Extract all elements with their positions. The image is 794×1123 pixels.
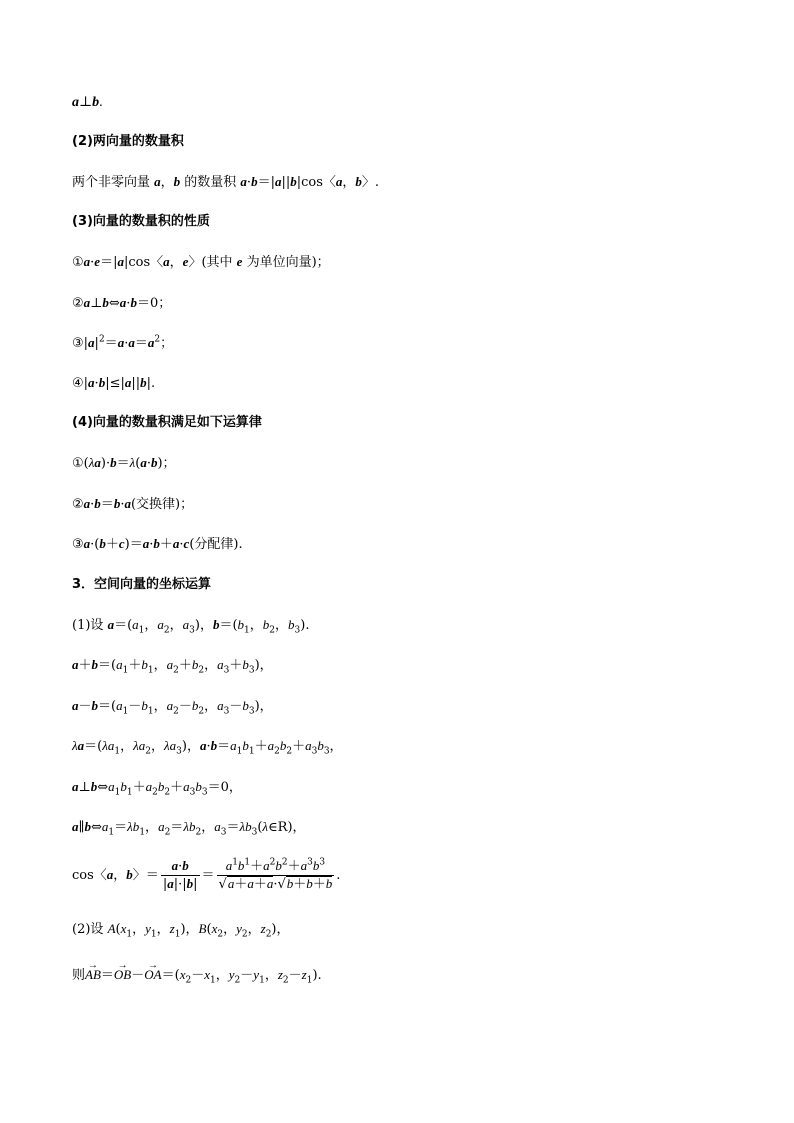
list-item: ②a⊥b⇔a·b＝0； — [72, 295, 172, 311]
list-item: ②a·b＝b·a(交换律)； — [72, 496, 194, 512]
text-line: $\lambda a=(\lambda a_1$，$\lambda a_2$，$\lambda a_3$)，$a\cdot b=a_1b_1+a_2b_2+a_3b_3$， — [72, 738, 343, 757]
list-item: ④|a·b|≤|a||b|. — [72, 375, 156, 391]
list-item: ①a·e＝|a|cos〈a，e〉(其中 e 为单位向量)； — [72, 254, 330, 270]
section-heading: (4)向量的数量积满足如下运算律 — [72, 415, 262, 430]
list-item: ③a·(b＋c)＝a·b＋a·c(分配律). — [72, 536, 243, 552]
section-heading: (2)两向量的数量积 — [72, 134, 184, 149]
section-heading: (3)向量的数量积的性质 — [72, 214, 210, 229]
text-line: (2)设 $A(x_1$，$y_1$，$z_1$)，$B(x_2$，$y_2$，$z_2$)， — [72, 921, 290, 940]
section-heading: 3．空间向量的坐标运算 — [72, 577, 212, 592]
text-line: $a\parallel b\Leftrightarrow a_1=\lambda b_1$，$a_2=\lambda b_2$，$a_3=\lambda b_3(\lambda\in R)$， — [72, 819, 306, 838]
cosine-formula: cos〈a，b〉＝ $\frac{a\cdot b}{|a|\cdot|b|}$ ＝ $\frac{a^1b^1+a^2b^2+a^3b^3}{√a+a+a\cdot√b+b+b}$ . — [72, 857, 341, 892]
text-line: 则→ $AB=\to OB-\to OA=(x_2-x_1$，$y_2-y_1$，$z_2-z_1$). — [72, 966, 322, 985]
text-line: (1)设 $a=(a_1$，$a_2$，$a_3$)，$b=(b_1$，$b_2$，$b_3$). — [72, 617, 310, 636]
text-line: a⊥b. — [72, 95, 103, 110]
text-line: $a-b=(a_1-b_1$，$a_2-b_2$，$a_3-b_3$)， — [72, 698, 273, 717]
text-line: $a+b=(a_1+b_1$，$a_2+b_2$，$a_3+b_3$)， — [72, 657, 273, 676]
list-item: ①(λa)·b＝λ(a·b)； — [72, 455, 176, 471]
text-line: 两个非零向量 a，b 的数量积 a·b＝|a||b|cos〈a，b〉. — [72, 174, 380, 190]
text-line: $a\perp b\Leftrightarrow a_1b_1+a_2b_2+a_3b_3=0$， — [72, 779, 242, 798]
list-item: $③|a|^2=a\cdot a=a^2$； — [72, 334, 174, 351]
